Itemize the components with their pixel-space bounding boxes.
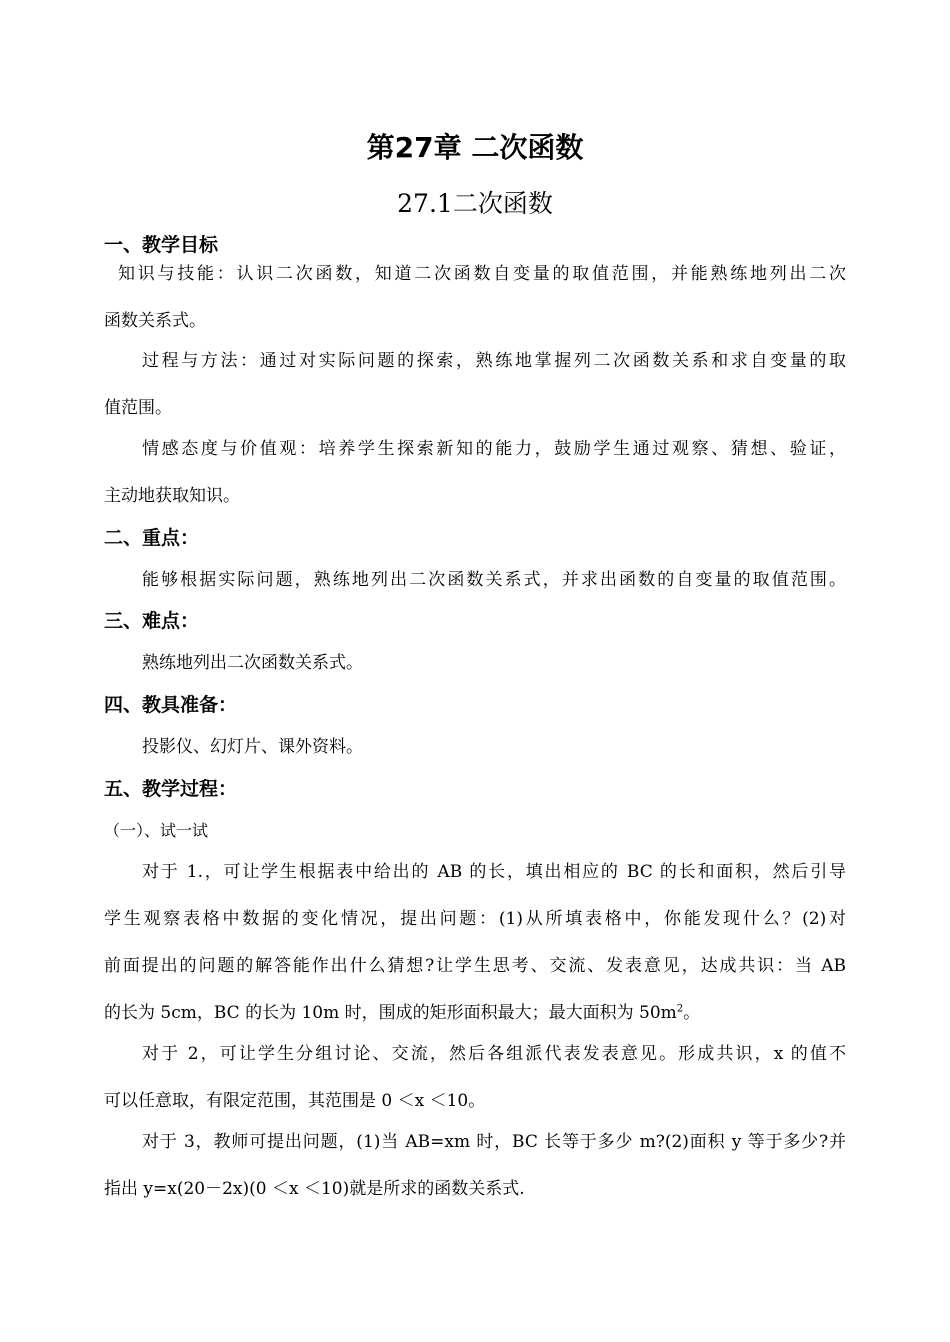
objective-process-line-2: 值范围。 xyxy=(104,398,172,418)
key-point-text: 能够根据实际问题，熟练地列出二次函数关系式，并求出函数的自变量的取值范围。 xyxy=(142,570,846,590)
heading-teaching-objectives: 一、教学目标 xyxy=(104,234,219,256)
superscript-two: 2 xyxy=(676,1003,684,1015)
teaching-tools-text: 投影仪、幻灯片、课外资料。 xyxy=(142,737,363,757)
process-p1-line-1: 对于 1.，可让学生根据表中给出的 AB 的长，填出相应的 BC 的长和面积，然后引导 xyxy=(142,862,846,882)
chapter-title: 第27章 二次函数 xyxy=(366,131,584,164)
process-p2-line-2: 可以任意取，有限定范围，其范围是 0 ＜x ＜10。 xyxy=(104,1091,486,1111)
heading-teaching-process: 五、教学过程： xyxy=(104,778,238,800)
process-p3-line-1: 对于 3，教师可提出问题，(1)当 AB=xm 时，BC 长等于多少 m?(2)面积 y 等于多少?并 xyxy=(142,1132,846,1152)
objective-process-line-1: 过程与方法：通过对实际问题的探索，熟练地掌握列二次函数关系和求自变量的取 xyxy=(142,351,846,371)
process-p1-line-4 xyxy=(104,999,846,1027)
process-p1-line-3: 前面提出的问题的解答能作出什么猜想?让学生思考、交流、发表意见，达成共识：当 AB xyxy=(104,956,846,976)
process-p1-line-4-main: 的长为 5cm，BC 的长为 10m 时，围成的矩形面积最大；最大面积为 50m xyxy=(104,1003,677,1023)
objective-attitude-line-1: 情感态度与价值观：培养学生探索新知的能力，鼓励学生通过观察、猜想、验证， xyxy=(142,439,846,459)
heading-difficulty: 三、难点： xyxy=(104,610,200,632)
heading-teaching-tools: 四、教具准备： xyxy=(104,694,238,716)
process-p1-line-4-end: 。 xyxy=(683,1003,701,1023)
objective-attitude-line-2: 主动地获取知识。 xyxy=(104,486,240,506)
section-title: 27.1二次函数 xyxy=(397,189,553,218)
process-p2-line-1: 对于 2，可让学生分组讨论、交流，然后各组派代表发表意见。形成共识，x 的值不 xyxy=(142,1044,846,1064)
difficulty-text: 熟练地列出二次函数关系式。 xyxy=(142,653,363,673)
heading-key-point: 二、重点： xyxy=(104,527,200,549)
objective-knowledge-line-1: 知识与技能：认识二次函数，知道二次函数自变量的取值范围，并能熟练地列出二次 xyxy=(118,264,846,284)
process-p3-line-2: 指出 y=x(20－2x)(0 ＜x ＜10)就是所求的函数关系式. xyxy=(104,1179,525,1199)
process-p1-line-2: 学生观察表格中数据的变化情况，提出问题：(1)从所填表格中，你能发现什么？(2)对 xyxy=(104,909,846,929)
subsection-try-it: （一）、试一试 xyxy=(104,821,209,840)
objective-knowledge-line-2: 函数关系式。 xyxy=(104,311,206,331)
